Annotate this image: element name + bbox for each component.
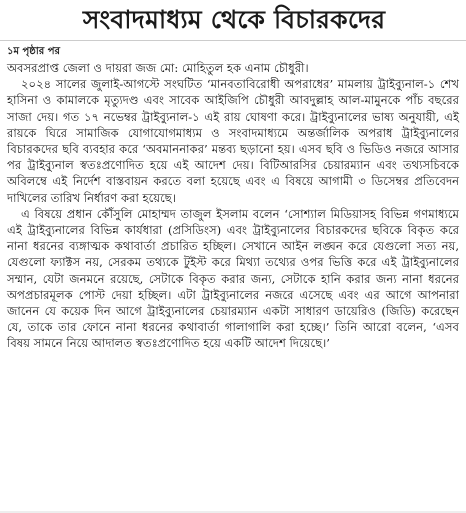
- headline: সংবাদমাধ্যম থেকে বিচারকদের: [82, 5, 386, 34]
- continued-from-label: ১ম পৃষ্ঠার পর: [7, 46, 60, 57]
- article-paragraph: এ বিষয়ে প্রধান কৌঁসুলি মোহাম্মদ তাজুল ইসলাম বলেন ‘সোশ্যাল মিডিয়াসহ বিভিন্ন গণমাধ্যমে এই ট্রাইব্যুনালের বিভিন্ন কার্যধারা (প্রসিডিংস) এবং ট্রাইব্যুনালের বিচারকদের ছবিকে বিকৃত করে নানা ধরনের ব্যঙ্গাত্মক কথাবার্তা প্রচারিত হচ্ছিল। সেখানে আইন লঙ্ঘন করে যেগুলো সত্য নয়, যেগুলো ফ্যাক্টস নয়, সেরকম তথ্যকে টুইস্ট করে মিথ্যা তথ্যের ওপর ভিত্তি করে এই ট্রাইব্যুনালের সম্মান, যেটা জনমনে রয়েছে, সেটাকে বিকৃত করার জন্য, সেটাকে হানি করার জন্য নানা ধরনের অপপ্রচারমূলক পোস্ট দেয়া হচ্ছিল। এটা ট্রাইব্যুনালের নজরে এসেছে এবং এর আগে আপনারা জানেন যে কয়েক দিন আগে ট্রাইব্যুনালের চেয়ারম্যান একটা সাধারণ ডায়েরিও (জিডি) করেছেন যে, তাকে তার ফোনে নানা ধরনের কথাবার্তা গালাগালি করা হচ্ছে।’ তিনি আরো বলেন, ‘এসব বিষয় সামনে নিয়ে আদালত স্বতঃপ্রণোদিত হয়ে একটি আদেশ দিয়েছে।’: [7, 206, 459, 351]
- article-body: [7, 60, 459, 352]
- article-paragraph: ২০২৪ সালের জুলাই-আগস্টে সংঘটিত ‘মানবতাবিরোধী অপরাধের’ মামলায় ট্রাইব্যুনাল-১ শেখ হাসিনা ও কামালকে মৃত্যুদণ্ড এবং সাবেক আইজিপি চৌধুরী আবদুল্লাহ আল-মামুনকে পাঁচ বছরের সাজা দেয়। গত ১৭ নভেম্বর ট্রাইব্যুনাল-১ এই রায় ঘোষণা করে। ট্রাইব্যুনালের ভাষ্য অনুযায়ী, এই রায়কে ঘিরে সামাজিক যোগাযোগমাধ্যম ও সংবাদমাধ্যমে অন্তর্জালিক অপরাধ ট্রাইব্যুনালের বিচারকদের ছবি ব্যবহার করে ‘অবমাননাকর’ মন্তব্য ছড়ানো হয়। এসব ছবি ও ভিডিও নজরে আসার পর ট্রাইব্যুনাল স্বতঃপ্রণোদিত হয়ে এই আদেশ দেয়। বিটিআরসির চেয়ারম্যান এবং তথ্যসচিবকে অবিলম্বে এই নির্দেশ বাস্তবায়ন করতে বলা হয়েছে এবং এ বিষয়ে আগামী ৩ ডিসেম্বর প্রতিবেদন দাখিলের তারিখ নির্ধারণ করা হয়েছে।: [7, 77, 459, 205]
- headline-divider: [0, 40, 466, 41]
- article-paragraph: অবসরপ্রাপ্ত জেলা ও দায়রা জজ মো: মোহিতুল হক এনাম চৌধুরী।: [7, 61, 309, 75]
